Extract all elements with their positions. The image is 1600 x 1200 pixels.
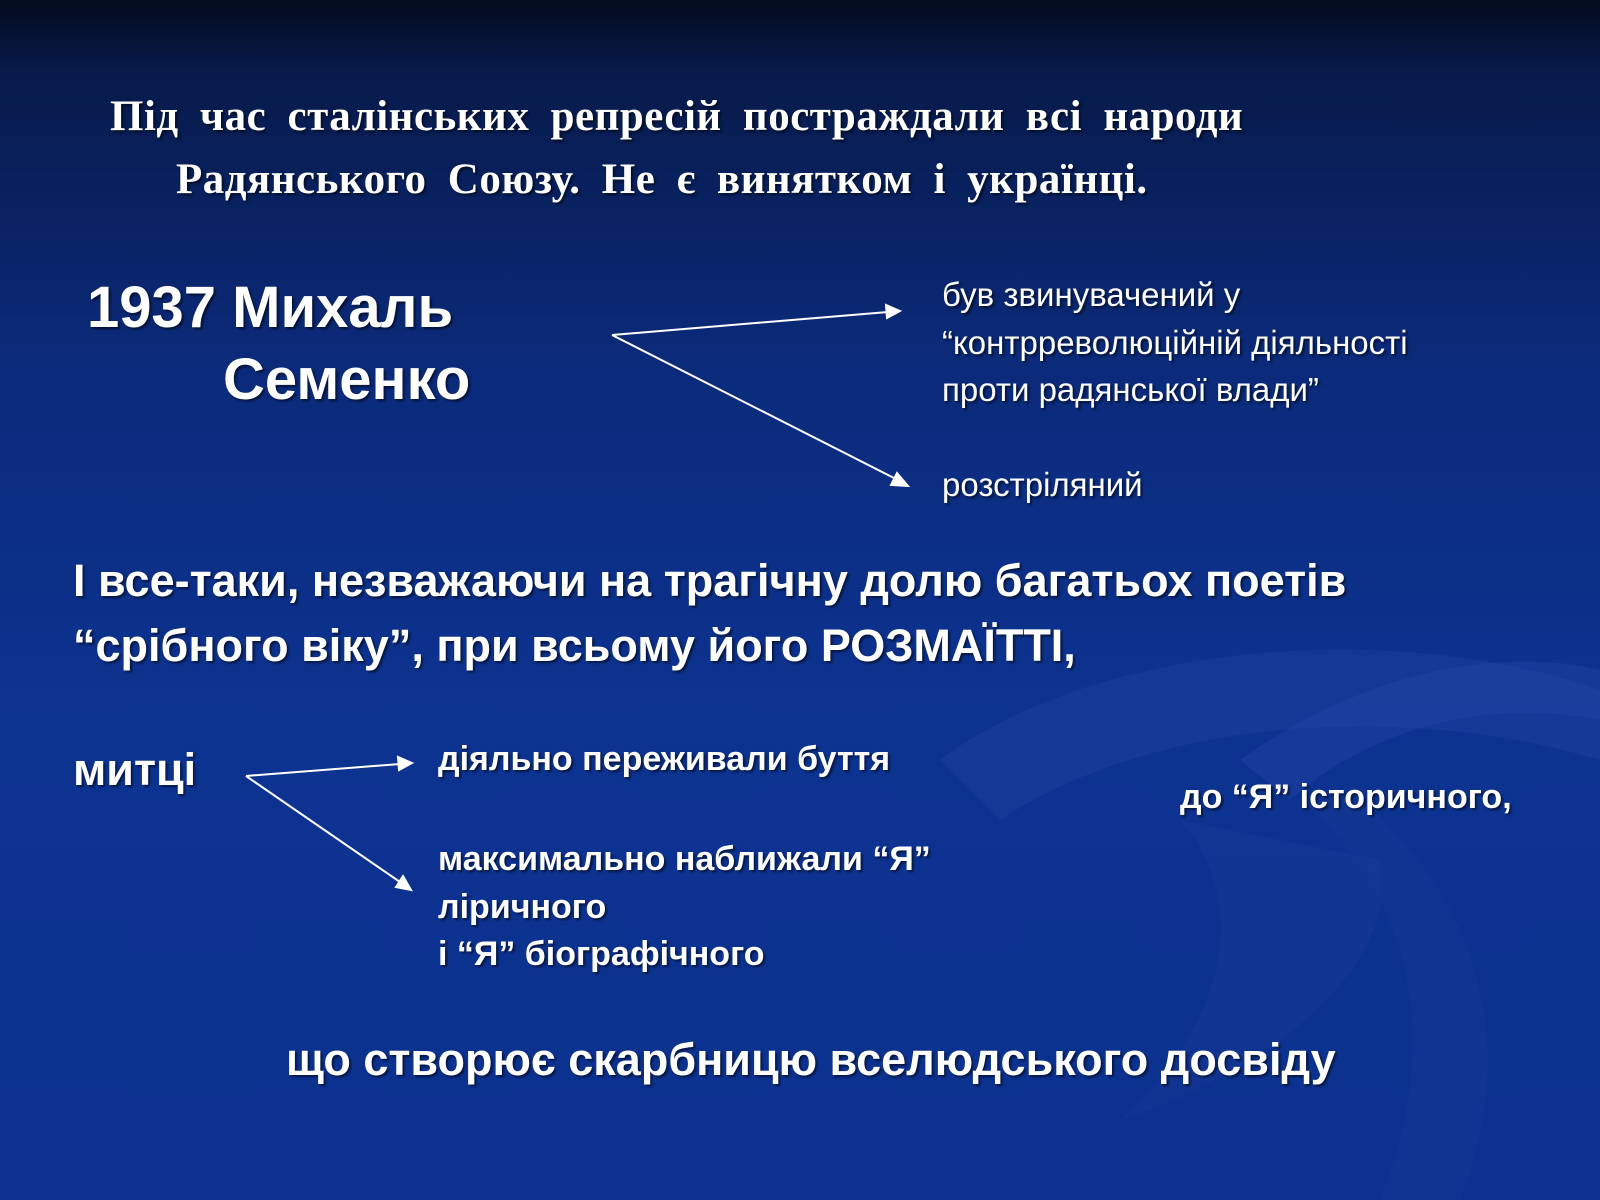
fate-text: розстріляний [942, 466, 1143, 503]
arrow-to-branch-2 [246, 776, 400, 882]
artists-branch-1: діяльно переживали буття [438, 740, 891, 778]
statement-line-1: І все-таки, незважаючи на трагічну долю багатьох поетів [73, 555, 1347, 606]
artists-branch-2-line-3: і “Я” біографічного [438, 935, 765, 973]
artists-branch-2-line-1: максимально наближали “Я” [438, 840, 931, 878]
arrow-head-fate [891, 473, 908, 486]
artists-historical: до “Я” історичного, [1180, 778, 1512, 816]
title-line-2: Радянського Союзу. Не є винятком і українці. [176, 156, 1148, 203]
arrow-head-accusation [886, 305, 900, 318]
arrow-head-branch-2 [396, 876, 411, 890]
accusation-line-2: “контрреволюційній діяльності [942, 324, 1408, 361]
accusation-line-3: проти радянської влади” [942, 371, 1319, 408]
person-surname: Семенко [223, 347, 471, 412]
statement-line-2: “срібного віку”, при всьому його РОЗМАЇТТІ, [73, 620, 1076, 671]
arrow-to-fate [612, 335, 896, 479]
artists-branch-2-line-2: ліричного [438, 888, 607, 926]
arrow-head-branch-1 [398, 757, 412, 770]
conclusion-text: що створює скарбницю вселюдського досвіду [286, 1034, 1336, 1085]
artists-label: митці [73, 744, 197, 795]
arrow-to-accusation [612, 312, 888, 335]
accusation-line-1: був звинувачений у [942, 276, 1241, 313]
arrow-to-branch-1 [246, 764, 400, 776]
person-year-name: 1937 Михаль [87, 275, 454, 340]
title-line-1: Під час сталінських репресій постраждали всі народи [110, 93, 1244, 140]
